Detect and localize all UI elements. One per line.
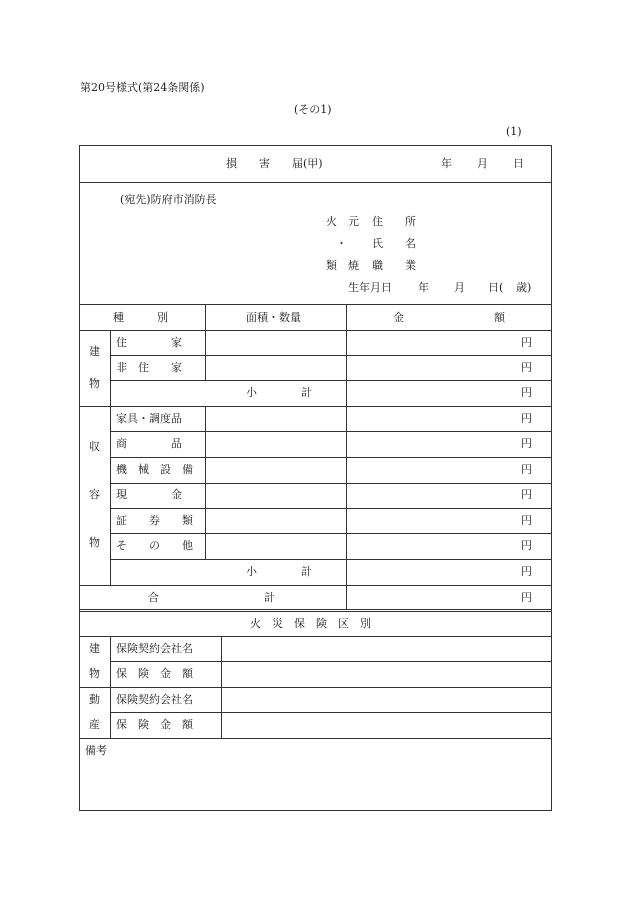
row-label: 住 家 bbox=[116, 336, 182, 349]
divider bbox=[110, 559, 552, 560]
yen-unit: 円 bbox=[521, 336, 532, 349]
divider bbox=[110, 355, 552, 356]
total-label-left: 合 bbox=[148, 591, 159, 604]
bullet-mark: ・ bbox=[336, 237, 347, 250]
burnt-label: 類 焼 bbox=[326, 259, 359, 272]
insurance-amount-label: 保 険 金 額 bbox=[116, 718, 193, 731]
group-buildings-char-1: 建 bbox=[89, 345, 100, 358]
group-contents-char: 容 bbox=[89, 488, 100, 501]
yen-unit: 円 bbox=[521, 463, 532, 476]
divider bbox=[79, 330, 552, 331]
address-label: 住 所 bbox=[372, 215, 416, 228]
insurance-movable-char: 産 bbox=[89, 718, 100, 731]
group-buildings-char-2: 物 bbox=[89, 377, 100, 390]
date-year-label: 年 bbox=[441, 157, 452, 170]
page-index: (1) bbox=[506, 125, 522, 138]
birth-month-label: 月 bbox=[454, 281, 465, 294]
divider bbox=[110, 330, 111, 406]
divider bbox=[79, 406, 552, 407]
divider bbox=[110, 483, 552, 484]
insurance-company-label: 保険契約会社名 bbox=[116, 642, 193, 655]
divider bbox=[79, 585, 552, 586]
divider bbox=[110, 636, 111, 738]
yen-unit: 円 bbox=[521, 386, 532, 399]
row-label: 商 品 bbox=[116, 437, 182, 450]
row-label: そ の 他 bbox=[116, 539, 193, 552]
yen-unit: 円 bbox=[521, 591, 532, 604]
form-number: 第20号様式(第24条関係) bbox=[80, 81, 205, 94]
birth-label: 生年月日 bbox=[348, 281, 392, 294]
date-month-label: 月 bbox=[477, 157, 488, 170]
subtotal-label: 小 計 bbox=[246, 386, 312, 399]
divider bbox=[205, 406, 206, 559]
yen-unit: 円 bbox=[521, 361, 532, 374]
yen-unit: 円 bbox=[521, 437, 532, 450]
row-label: 現 金 bbox=[116, 488, 182, 501]
row-label: 非 住 家 bbox=[116, 361, 182, 374]
date-day-label: 日 bbox=[513, 157, 524, 170]
row-label: 家具・調度品 bbox=[116, 412, 182, 425]
insurance-title: 火 災 保 険 区 別 bbox=[250, 617, 371, 630]
insurance-company-label: 保険契約会社名 bbox=[116, 693, 193, 706]
group-contents-char: 収 bbox=[89, 440, 100, 453]
divider bbox=[110, 431, 552, 432]
fire-origin-label: 火 元 bbox=[326, 215, 359, 228]
divider bbox=[110, 661, 552, 662]
divider bbox=[110, 457, 552, 458]
divider bbox=[110, 380, 552, 381]
yen-unit: 円 bbox=[521, 514, 532, 527]
divider bbox=[110, 533, 552, 534]
divider bbox=[79, 304, 552, 305]
birth-day-label: 日( bbox=[488, 281, 504, 294]
addressee: (宛先)防府市消防長 bbox=[120, 193, 217, 206]
occupation-label: 職 業 bbox=[372, 259, 416, 272]
divider bbox=[221, 636, 222, 738]
age-label: 歳) bbox=[516, 281, 532, 294]
insurance-building-char: 建 bbox=[89, 642, 100, 655]
yen-unit: 円 bbox=[521, 539, 532, 552]
divider bbox=[205, 304, 206, 380]
yen-unit: 円 bbox=[521, 488, 532, 501]
row-label: 証 券 類 bbox=[116, 514, 193, 527]
insurance-movable-char: 動 bbox=[89, 693, 100, 706]
divider bbox=[79, 687, 552, 688]
double-divider bbox=[79, 609, 552, 612]
subtotal-label: 小 計 bbox=[246, 565, 312, 578]
divider bbox=[79, 182, 552, 183]
form-part: (その1) bbox=[294, 103, 332, 116]
header-amount-right: 額 bbox=[494, 311, 505, 324]
divider bbox=[346, 304, 347, 610]
yen-unit: 円 bbox=[521, 565, 532, 578]
name-label: 氏 名 bbox=[372, 237, 416, 250]
divider bbox=[79, 636, 552, 637]
total-label-right: 計 bbox=[264, 591, 275, 604]
insurance-building-char: 物 bbox=[89, 667, 100, 680]
divider bbox=[79, 738, 552, 739]
remarks-label: 備考 bbox=[85, 744, 107, 757]
divider bbox=[110, 406, 111, 585]
yen-unit: 円 bbox=[521, 412, 532, 425]
header-area-qty: 面積・数量 bbox=[246, 311, 301, 324]
insurance-amount-label: 保 険 金 額 bbox=[116, 667, 193, 680]
birth-year-label: 年 bbox=[418, 281, 429, 294]
header-type: 種 別 bbox=[113, 311, 168, 324]
divider bbox=[110, 508, 552, 509]
form-title: 損 害 届(甲) bbox=[226, 157, 323, 170]
row-label: 機 械 設 備 bbox=[116, 463, 193, 476]
divider bbox=[110, 712, 552, 713]
header-amount-left: 金 bbox=[393, 311, 404, 324]
group-contents-char: 物 bbox=[89, 536, 100, 549]
